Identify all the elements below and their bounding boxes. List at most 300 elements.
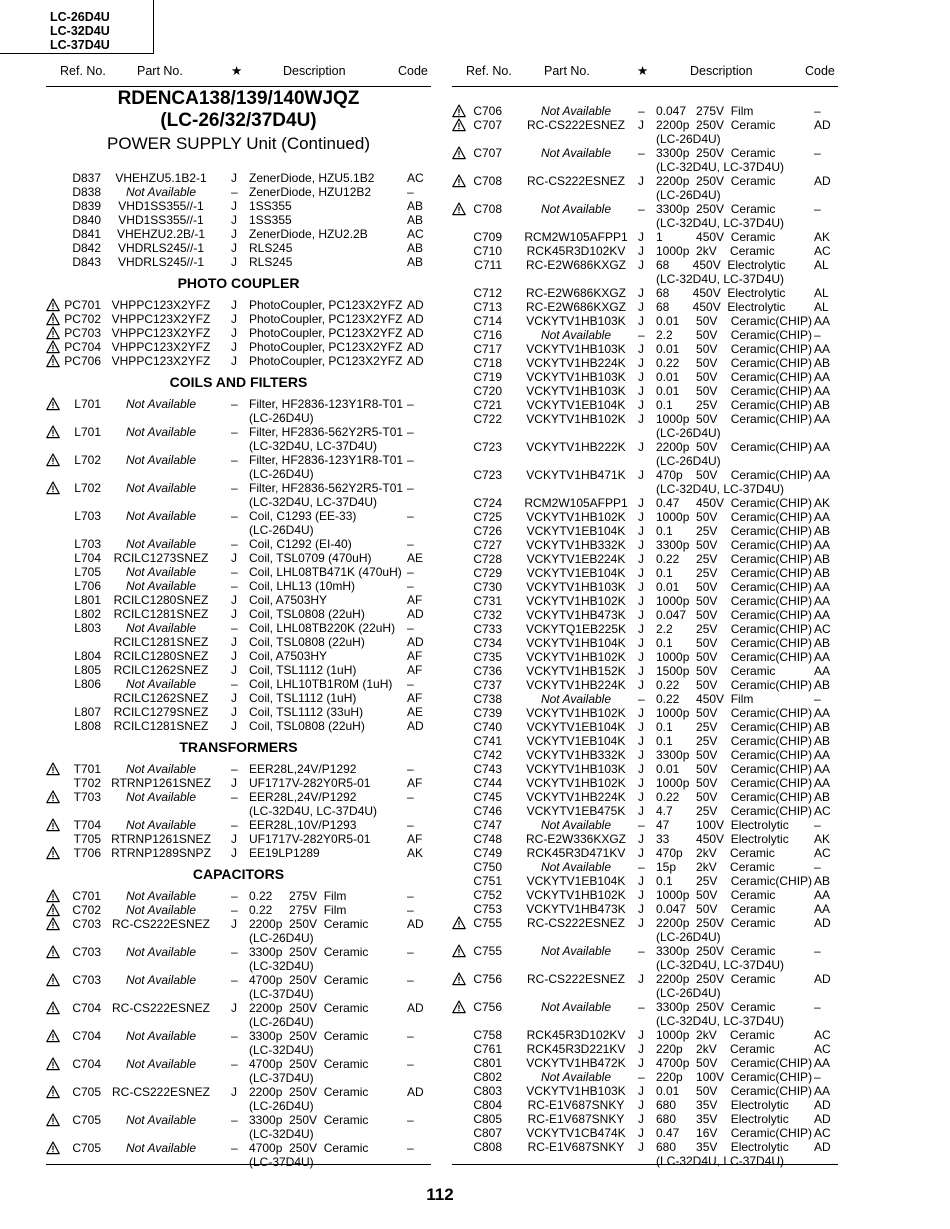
safety-warning-icon (452, 944, 466, 958)
part-no: VCKYTV1HB102K (526, 706, 626, 720)
parts-row (0, 916, 950, 930)
rank: J (231, 776, 237, 790)
part-no: Not Available (125, 537, 197, 551)
parts-row (0, 566, 950, 580)
part-no: Not Available (540, 104, 612, 118)
part-no: VCKYTV1HB102K (526, 510, 626, 524)
part-no: Not Available (540, 1000, 612, 1014)
rank: J (638, 1098, 644, 1112)
part-no: RCILC1273SNEZ (113, 551, 209, 565)
rank: J (638, 622, 644, 636)
price-code: AE (407, 705, 424, 719)
unit-title: POWER SUPPLY Unit (Continued) (107, 134, 370, 153)
parts-row (0, 594, 950, 608)
price-code: AB (814, 720, 831, 734)
rank: J (638, 510, 644, 524)
rank: – (231, 1029, 238, 1043)
description: 2200p 250V Ceramic (656, 972, 776, 986)
ref-no: L703 (74, 537, 101, 551)
part-no: VHPPC123X2YFZ (111, 326, 211, 340)
price-code: AA (814, 538, 831, 552)
rank: J (638, 552, 644, 566)
description: 0.01 50V Ceramic(CHIP) (656, 762, 813, 776)
description: (LC-26D4U) (249, 1015, 314, 1029)
parts-row-note (0, 930, 950, 944)
ref-no: L805 (74, 663, 101, 677)
parts-row (0, 902, 950, 916)
description: 1000p 50V Ceramic(CHIP) (656, 412, 813, 426)
ref-no: C747 (473, 818, 502, 832)
price-code: AA (814, 888, 831, 902)
ref-no: C730 (473, 580, 502, 594)
ref-no: C717 (473, 342, 502, 356)
description: Coil, C1293 (EE-33) (249, 509, 357, 523)
model-name: LC-32D4U (50, 24, 110, 38)
ref-no: C804 (473, 1098, 502, 1112)
description: 0.1 25V Ceramic(CHIP) (656, 566, 813, 580)
description: 0.1 25V Ceramic(CHIP) (656, 524, 813, 538)
rank: J (638, 608, 644, 622)
price-code: AD (407, 607, 424, 621)
description: (LC-26D4U) (249, 931, 314, 945)
rank: J (638, 874, 644, 888)
ref-no: C709 (473, 230, 502, 244)
part-no: VCKYTV1EB104K (526, 524, 626, 538)
price-code: AC (407, 227, 424, 241)
assembly-title: RDENCA138/139/140WJQZ (117, 88, 360, 109)
ref-no: C807 (473, 1126, 502, 1140)
rank: J (638, 468, 644, 482)
price-code: AK (407, 846, 424, 860)
ref-no: C748 (473, 832, 502, 846)
price-code: AA (814, 370, 831, 384)
description: Coil, TSL0808 (22uH) (249, 635, 365, 649)
ref-no: C755 (473, 916, 502, 930)
ref-no: C805 (473, 1112, 502, 1126)
price-code: AA (814, 748, 831, 762)
bottom-rule (452, 1164, 838, 1165)
description: (LC-26D4U) (656, 454, 721, 468)
safety-warning-icon (452, 174, 466, 188)
ref-no: L703 (74, 509, 101, 523)
part-no: RCILC1279SNEZ (113, 705, 209, 719)
safety-warning-icon (452, 202, 466, 216)
price-code: AB (814, 524, 831, 538)
ref-no: C751 (473, 874, 502, 888)
rank: J (231, 593, 237, 607)
part-no: VCKYTV1HB102K (526, 776, 626, 790)
part-no: VCKYTV1HB152K (526, 664, 626, 678)
description: Filter, HF2836-562Y2R5-T01 (249, 481, 404, 495)
part-no: RCK45R3D221KV (526, 1042, 626, 1056)
safety-warning-icon (452, 118, 466, 132)
part-no: VCKYTV1HB224K (526, 790, 626, 804)
rank: – (638, 860, 645, 874)
price-code: AD (407, 326, 424, 340)
price-code: AL (814, 300, 829, 314)
ref-no: C724 (473, 496, 502, 510)
rank: J (231, 227, 237, 241)
description: 3300p 50V Ceramic(CHIP) (656, 538, 813, 552)
column-header-rank: ★ (231, 64, 243, 78)
section-heading: COILS AND FILTERS (169, 374, 308, 390)
page-number: 112 (426, 1185, 454, 1204)
part-no: Not Available (125, 1141, 197, 1155)
parts-row (0, 524, 950, 538)
description: 3300p 250V Ceramic (656, 944, 776, 958)
price-code: AA (814, 384, 831, 398)
price-code: AC (814, 1126, 831, 1140)
parts-row (0, 202, 950, 216)
parts-row (0, 1126, 950, 1140)
rank: J (638, 664, 644, 678)
price-code: – (814, 328, 821, 342)
description: 1000p 50V Ceramic(CHIP) (656, 650, 813, 664)
parts-row (0, 804, 950, 818)
description: 4700p 250V Ceramic (249, 973, 369, 987)
description: (LC-32D4U, LC-37D4U) (656, 216, 785, 230)
part-no: RC-CS222ESNEZ (526, 972, 626, 986)
ref-no: L804 (74, 649, 101, 663)
part-no: RCM2W105AFPP1 (524, 496, 628, 510)
ref-no: L704 (74, 551, 101, 565)
price-code: AE (407, 551, 424, 565)
ref-no: C703 (72, 917, 101, 931)
description: Coil, A7503HY (249, 593, 328, 607)
price-code: AD (814, 1098, 831, 1112)
price-code: AL (814, 286, 829, 300)
price-code: AD (407, 1085, 424, 1099)
rank: J (231, 199, 237, 213)
price-code: – (814, 1000, 821, 1014)
price-code: – (407, 1057, 414, 1071)
description: (LC-32D4U) (249, 1127, 314, 1141)
parts-row (0, 1042, 950, 1056)
price-code: AB (814, 552, 831, 566)
description: 0.22 275V Film (249, 889, 347, 903)
ref-no: C711 (474, 258, 502, 272)
price-code: – (814, 146, 821, 160)
parts-row (0, 356, 950, 370)
description: 1500p 50V Ceramic (656, 664, 776, 678)
ref-no: C737 (473, 678, 502, 692)
description: ZenerDiode, HZU2.2B (249, 227, 368, 241)
parts-row (0, 398, 950, 412)
rank: J (638, 790, 644, 804)
ref-no: C720 (473, 384, 502, 398)
ref-no: C746 (473, 804, 502, 818)
description: 470p 50V Ceramic(CHIP) (656, 468, 813, 482)
parts-row (0, 1084, 950, 1098)
rank: – (231, 453, 238, 467)
ref-no: C802 (473, 1070, 502, 1084)
description: 2200p 250V Ceramic (656, 118, 776, 132)
parts-row (0, 650, 950, 664)
price-code: – (407, 565, 414, 579)
ref-no: C728 (473, 552, 502, 566)
part-no: VCKYTV1HB103K (526, 762, 626, 776)
rank: J (231, 213, 237, 227)
part-no: VHD1SS355//-1 (118, 199, 204, 213)
price-code: – (407, 790, 414, 804)
price-code: AB (407, 213, 424, 227)
rank: J (638, 118, 644, 132)
ref-no: L702 (74, 481, 101, 495)
ref-no: PC706 (64, 354, 101, 368)
description: (LC-26D4U) (249, 523, 314, 537)
price-code: AB (814, 398, 831, 412)
ref-no: T702 (73, 776, 101, 790)
ref-no: C732 (473, 608, 502, 622)
parts-row (0, 118, 950, 132)
rank: J (638, 370, 644, 384)
part-no: RC-CS222ESNEZ (526, 118, 626, 132)
description: Filter, HF2836-123Y1R8-T01 (249, 397, 404, 411)
parts-row (0, 580, 950, 594)
description: (LC-32D4U, LC-37D4U) (249, 495, 378, 509)
part-no: VCKYTV1HB102K (526, 650, 626, 664)
description: 2200p 250V Ceramic (656, 916, 776, 930)
price-code: AF (407, 593, 423, 607)
description: 0.1 25V Ceramic(CHIP) (656, 874, 813, 888)
price-code: AL (814, 258, 829, 272)
description: Coil, TSL0808 (22uH) (249, 607, 365, 621)
parts-row-note (0, 426, 950, 440)
rank: J (231, 719, 237, 733)
rank: – (638, 944, 645, 958)
part-no: Not Available (125, 1029, 197, 1043)
rank: J (638, 1028, 644, 1042)
part-no: VCKYTV1HB102K (526, 412, 626, 426)
description: Coil, TSL1112 (1uH) (249, 691, 357, 705)
ref-no: T703 (73, 790, 101, 804)
rank: J (231, 241, 237, 255)
ref-no: C726 (473, 524, 502, 538)
description: 220p 100V Ceramic(CHIP) (656, 1070, 813, 1084)
description: 2200p 250V Ceramic (656, 174, 776, 188)
rank: – (231, 1113, 238, 1127)
rank: J (638, 300, 644, 314)
parts-row (0, 244, 950, 258)
part-no: RCK45R3D471KV (526, 846, 626, 860)
description: 220p 2kV Ceramic (656, 1042, 775, 1056)
part-no: VCKYTV1HB473K (526, 902, 626, 916)
price-code: AK (814, 496, 831, 510)
price-code: AA (814, 510, 831, 524)
ref-no: L807 (74, 705, 101, 719)
description: 0.22 275V Film (249, 903, 347, 917)
description: 33 450V Electrolytic (656, 832, 789, 846)
rank: J (638, 846, 644, 860)
description: (LC-26D4U) (656, 188, 721, 202)
price-code: AF (407, 691, 423, 705)
parts-row (0, 846, 950, 860)
price-code: AB (407, 241, 424, 255)
price-code: AA (814, 594, 831, 608)
price-code: AA (814, 1084, 831, 1098)
rank: – (231, 945, 238, 959)
description: 0.47 16V Ceramic(CHIP) (656, 1126, 813, 1140)
part-no: VCKYTQ1EB225K (525, 622, 627, 636)
description: 0.1 25V Ceramic(CHIP) (656, 720, 813, 734)
rank: J (638, 496, 644, 510)
description: (LC-26D4U) (249, 467, 314, 481)
parts-row (0, 328, 950, 342)
rank: J (638, 566, 644, 580)
rank: J (231, 340, 237, 354)
rank: – (231, 621, 238, 635)
ref-no: C742 (473, 748, 502, 762)
ref-no: L806 (74, 677, 101, 691)
price-code: AA (814, 412, 831, 426)
part-no: VCKYTV1HB103K (526, 580, 626, 594)
description: (LC-32D4U, LC-37D4U) (249, 439, 378, 453)
rank: J (638, 342, 644, 356)
ref-no: C712 (473, 286, 502, 300)
rank: J (638, 804, 644, 818)
ref-no: PC702 (64, 312, 101, 326)
part-no: Not Available (540, 1070, 612, 1084)
price-code: AD (407, 635, 424, 649)
rank: – (231, 1141, 238, 1155)
part-no: RCILC1262SNEZ (113, 663, 209, 677)
ref-no: C704 (72, 1029, 101, 1043)
ref-no: L808 (74, 719, 101, 733)
parts-row (0, 552, 950, 566)
rank: J (638, 902, 644, 916)
price-code: AA (814, 1056, 831, 1070)
part-no: RC-E2W336KXGZ (525, 832, 627, 846)
description: 1SS355 (249, 213, 292, 227)
rank: – (231, 903, 238, 917)
parts-row (0, 706, 950, 720)
rank: J (231, 649, 237, 663)
ref-no: C707 (473, 146, 502, 160)
ref-no: C758 (473, 1028, 502, 1042)
price-code: – (407, 537, 414, 551)
ref-no: C716 (473, 328, 502, 342)
rank: – (231, 481, 238, 495)
price-code: AC (814, 1042, 831, 1056)
rank: J (638, 1056, 644, 1070)
parts-row (0, 874, 950, 888)
description: EE19LP1289 (249, 846, 320, 860)
description: Coil, TSL0709 (470uH) (249, 551, 372, 565)
price-code: AK (814, 832, 831, 846)
price-code: AF (407, 649, 423, 663)
description: 2200p 250V Ceramic (249, 1085, 369, 1099)
ref-no: C734 (473, 636, 502, 650)
parts-row (0, 440, 950, 454)
ref-no: C740 (473, 720, 502, 734)
rank: J (638, 734, 644, 748)
description: 680 35V Electrolytic (656, 1098, 789, 1112)
price-code: – (407, 677, 414, 691)
description: 4700p 250V Ceramic (249, 1057, 369, 1071)
parts-row-note (0, 216, 950, 230)
description: RLS245 (249, 241, 293, 255)
description: 3300p 250V Ceramic (656, 146, 776, 160)
description: Coil, LHL08TB471K (470uH) (249, 565, 402, 579)
description: 0.22 50V Ceramic(CHIP) (656, 678, 813, 692)
price-code: AB (814, 566, 831, 580)
parts-row-note (0, 454, 950, 468)
part-no: VCKYTV1HB224K (526, 678, 626, 692)
description: 1000p 50V Ceramic(CHIP) (656, 706, 813, 720)
description: 0.22 450V Film (656, 692, 754, 706)
rank: J (638, 524, 644, 538)
description: ZenerDiode, HZU12B2 (249, 185, 372, 199)
part-no: VCKYTV1HB102K (526, 594, 626, 608)
part-no: VCKYTV1EB104K (526, 566, 626, 580)
part-no: RC-CS222ESNEZ (526, 174, 626, 188)
parts-row (0, 1028, 950, 1042)
ref-no: L802 (74, 607, 101, 621)
ref-no: C808 (473, 1140, 502, 1154)
parts-row (0, 468, 950, 482)
safety-warning-icon (452, 146, 466, 160)
parts-row-note (0, 986, 950, 1000)
ref-no: L702 (74, 453, 101, 467)
description: (LC-32D4U, LC-37D4U) (656, 482, 785, 496)
price-code: – (407, 1113, 414, 1127)
part-no: Not Available (540, 202, 612, 216)
ref-no: C735 (473, 650, 502, 664)
rank: – (638, 1000, 645, 1014)
ref-no: D841 (72, 227, 101, 241)
ref-no: T706 (73, 846, 101, 860)
rank: – (638, 818, 645, 832)
description: (LC-26D4U) (656, 986, 721, 1000)
ref-no: C708 (473, 174, 502, 188)
price-code: AD (407, 354, 424, 368)
description: (LC-32D4U) (249, 1043, 314, 1057)
price-code: AA (814, 468, 831, 482)
parts-row (0, 818, 950, 832)
price-code: AK (814, 230, 831, 244)
parts-row (0, 1098, 950, 1112)
price-code: AD (814, 1140, 831, 1154)
price-code: AC (814, 846, 831, 860)
price-code: – (407, 621, 414, 635)
description: Filter, HF2836-562Y2R5-T01 (249, 425, 404, 439)
description: 680 35V Electrolytic (656, 1112, 789, 1126)
ref-no: C752 (473, 888, 502, 902)
part-no: RCILC1281SNEZ (113, 607, 209, 621)
rank: J (638, 244, 644, 258)
parts-row (0, 1140, 950, 1154)
description: (LC-32D4U, LC-37D4U) (656, 958, 785, 972)
part-no: Not Available (540, 944, 612, 958)
description: Coil, TSL1112 (1uH) (249, 663, 357, 677)
part-no: Not Available (540, 328, 612, 342)
part-no: RC-E1V687SNKY (527, 1140, 625, 1154)
rank: – (231, 1057, 238, 1071)
description: 47 100V Electrolytic (656, 818, 789, 832)
price-code: AB (814, 356, 831, 370)
part-no: Not Available (125, 185, 197, 199)
ref-no: L705 (74, 565, 101, 579)
rank: J (638, 314, 644, 328)
parts-row (0, 104, 950, 118)
description: (LC-26D4U) (656, 426, 721, 440)
description: ZenerDiode, HZU5.1B2 (249, 171, 375, 185)
ref-no: C749 (473, 846, 502, 860)
ref-no: C756 (473, 1000, 502, 1014)
part-no: Not Available (125, 677, 197, 691)
part-no: VHPPC123X2YFZ (111, 298, 211, 312)
parts-row (0, 496, 950, 510)
